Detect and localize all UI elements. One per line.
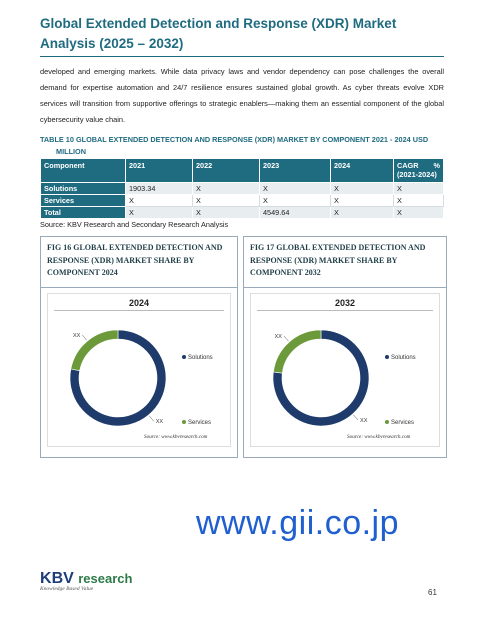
table-cell: X (193, 195, 260, 207)
legend-label-solutions: Solutions (391, 355, 416, 361)
legend-marker-solutions (385, 355, 389, 359)
table-cell: X (126, 195, 193, 207)
logo-mark-v: V (63, 570, 74, 587)
data-label-leader (284, 336, 289, 341)
legend-label-solutions: Solutions (188, 355, 213, 361)
data-label-leader (149, 416, 153, 421)
table-cell: X (331, 207, 394, 219)
market-table (40, 158, 444, 219)
title-divider (40, 56, 444, 57)
logo-tagline: Knowledge Based Value (40, 586, 94, 592)
table-cell: X (394, 183, 444, 195)
col-header-2024: 2024 (331, 159, 394, 183)
col-header-component: Component (41, 159, 126, 183)
figure-divider (244, 287, 446, 288)
chart-year: 2024 (128, 298, 150, 308)
table-cell: X (193, 183, 260, 195)
table-cell: 1903.34 (126, 183, 193, 195)
chart-panel (47, 293, 231, 447)
data-label: XX (155, 419, 164, 426)
legend-marker-services (385, 420, 389, 424)
table-cell: X (331, 183, 394, 195)
row-label: Total (41, 207, 126, 219)
legend-label-services: Services (188, 420, 212, 426)
legend-label-services: Services (391, 420, 415, 426)
figure-source: Source: www.kbvresearch.com (347, 434, 411, 440)
table-caption (40, 134, 444, 158)
donut-chart (251, 294, 439, 446)
legend-marker-services (182, 420, 186, 424)
row-label: Services (41, 195, 126, 207)
table-caption-line2: MILLION (56, 147, 86, 156)
col-header-2023: 2023 (260, 159, 331, 183)
row-label: Solutions (41, 183, 126, 195)
table-row (41, 207, 444, 219)
body-paragraph: developed and emerging markets. While data privacy laws and vendor dependency can pose challenges the overall demand for expertise automation and 24/7 resilience ensures sustained global growth. As cyber threats evolve XDR services will transition from supportive offerings to strategic enablers—making them an essential component of the global cybersecurity value chain. (40, 67, 444, 124)
figure-17 (243, 236, 447, 458)
figure-divider (41, 287, 237, 288)
logo-mark-k: K (40, 570, 52, 587)
table-row (41, 195, 444, 207)
table-cell: X (126, 207, 193, 219)
figure-source: Source: www.kbvresearch.com (144, 434, 208, 440)
table-cell: X (260, 195, 331, 207)
cagr-label: CAGR (397, 161, 419, 170)
data-label-leader (82, 335, 86, 340)
table-cell: X (260, 183, 331, 195)
cagr-range: (2021-2024) (397, 170, 437, 179)
figure-title: FIG 17 GLOBAL EXTENDED DETECTION AND RESPONSE (XDR) MARKET SHARE BY COMPONENT 2032 (250, 243, 426, 277)
table-header-row (41, 159, 444, 183)
table-cell: X (331, 195, 394, 207)
figure-16 (40, 236, 238, 458)
donut-chart (48, 294, 230, 446)
figure-title: FIG 16 GLOBAL EXTENDED DETECTION AND RESPONSE (XDR) MARKET SHARE BY COMPONENT 2024 (47, 243, 223, 277)
watermark-text: www.gii.co.jp (196, 504, 400, 542)
col-header-cagr (394, 159, 444, 183)
kbv-logo (40, 570, 132, 592)
page-number: 61 (428, 588, 437, 597)
data-label: XX (360, 418, 368, 425)
table-cell: X (193, 207, 260, 219)
chart-panel (250, 293, 440, 447)
table-row (41, 183, 444, 195)
data-label: XX (72, 332, 81, 339)
col-header-2022: 2022 (193, 159, 260, 183)
col-header-2021: 2021 (126, 159, 193, 183)
table-cell: X (394, 195, 444, 207)
logo-wordmark: research (78, 571, 133, 586)
table-cell: 4549.64 (260, 207, 331, 219)
page-title: Global Extended Detection and Response (XDR) Market Analysis (2025 – 2032) (40, 16, 397, 51)
table-caption-line1: TABLE 10 GLOBAL EXTENDED DETECTION AND RESPONSE (XDR) MARKET BY COMPONENT 2021 - 2024 USD (40, 135, 429, 144)
legend-marker-solutions (182, 355, 186, 359)
data-label: XX (274, 333, 282, 340)
data-label-leader (353, 415, 358, 420)
logo-mark-b: B (51, 570, 64, 587)
chart-year: 2032 (334, 298, 356, 308)
table-source: Source: KBV Research and Secondary Research Analysis (40, 220, 229, 229)
cagr-pct: % (433, 161, 440, 170)
table-cell: X (394, 207, 444, 219)
